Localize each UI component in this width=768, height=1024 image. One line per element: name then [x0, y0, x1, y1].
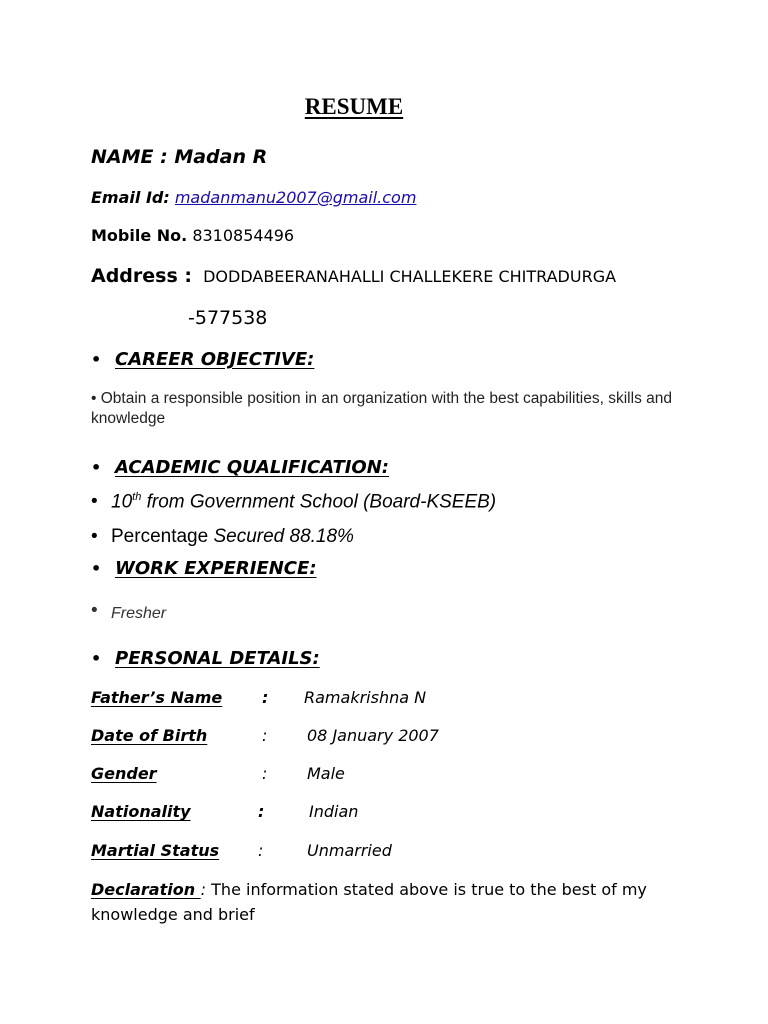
mobile-value: 8310854496	[192, 226, 295, 245]
bullet-icon: •	[91, 491, 98, 513]
dob-label: Date of Birth	[91, 726, 208, 745]
declaration-label: Declaration	[91, 880, 201, 899]
fathers-name-label: Father’s Name	[91, 688, 223, 707]
career-objective-heading: • CAREER OBJECTIVE:	[91, 349, 315, 370]
resume-title: RESUME	[304, 94, 404, 119]
academic-heading: • ACADEMIC QUALIFICATION:	[91, 457, 389, 478]
email-label: Email Id:	[91, 188, 170, 207]
declaration-colon: :	[200, 880, 212, 899]
email-line	[91, 188, 416, 207]
fathers-name-value: Ramakrishna N	[304, 688, 427, 707]
declaration-text: The information stated above is true to the best of my knowledge and brief	[91, 880, 647, 924]
academic-item-school: • 10th from Government School (Board-KSEEB)	[91, 491, 497, 513]
marital-status-colon: :	[258, 841, 264, 860]
career-objective-text: • Obtain a responsible position in an organization with the best capabilities, skills and knowledge	[91, 390, 672, 427]
personal-details-heading: • PERSONAL DETAILS:	[91, 648, 320, 669]
nationality-label: Nationality	[91, 802, 191, 821]
nationality-value: Indian	[309, 802, 359, 821]
address-value: DODDABEERANAHALLI CHALLEKERE CHITRADURGA	[203, 267, 617, 286]
fathers-name-colon: :	[262, 688, 269, 707]
declaration	[91, 877, 691, 927]
dob-value: 08 January 2007	[307, 726, 439, 745]
marital-status-label: Martial Status	[91, 841, 220, 860]
address-line	[91, 265, 616, 287]
name-line: NAME : Madan R	[91, 146, 268, 168]
bullet-icon: •	[91, 649, 102, 668]
mobile-line	[91, 226, 294, 245]
gender-value: Male	[307, 764, 345, 783]
address-pincode: -577538	[188, 307, 268, 329]
nationality-colon: :	[258, 802, 265, 821]
academic-item-percentage: • Percentage Secured 88.18%	[91, 526, 354, 547]
work-experience-heading: • WORK EXPERIENCE:	[91, 558, 317, 579]
bullet-icon: •	[91, 526, 98, 547]
gender-colon: :	[262, 764, 268, 783]
bullet-icon: •	[91, 458, 102, 477]
work-experience-item: • Fresher	[91, 600, 167, 622]
address-label: Address :	[91, 265, 192, 287]
mobile-label: Mobile No.	[91, 226, 188, 245]
bullet-icon: •	[91, 559, 102, 578]
dob-colon: :	[262, 726, 268, 745]
bullet-icon: •	[91, 350, 102, 369]
email-link[interactable]: madanmanu2007@gmail.com	[174, 188, 417, 207]
marital-status-value: Unmarried	[307, 841, 392, 860]
gender-label: Gender	[91, 764, 157, 783]
bullet-icon: •	[91, 600, 98, 621]
